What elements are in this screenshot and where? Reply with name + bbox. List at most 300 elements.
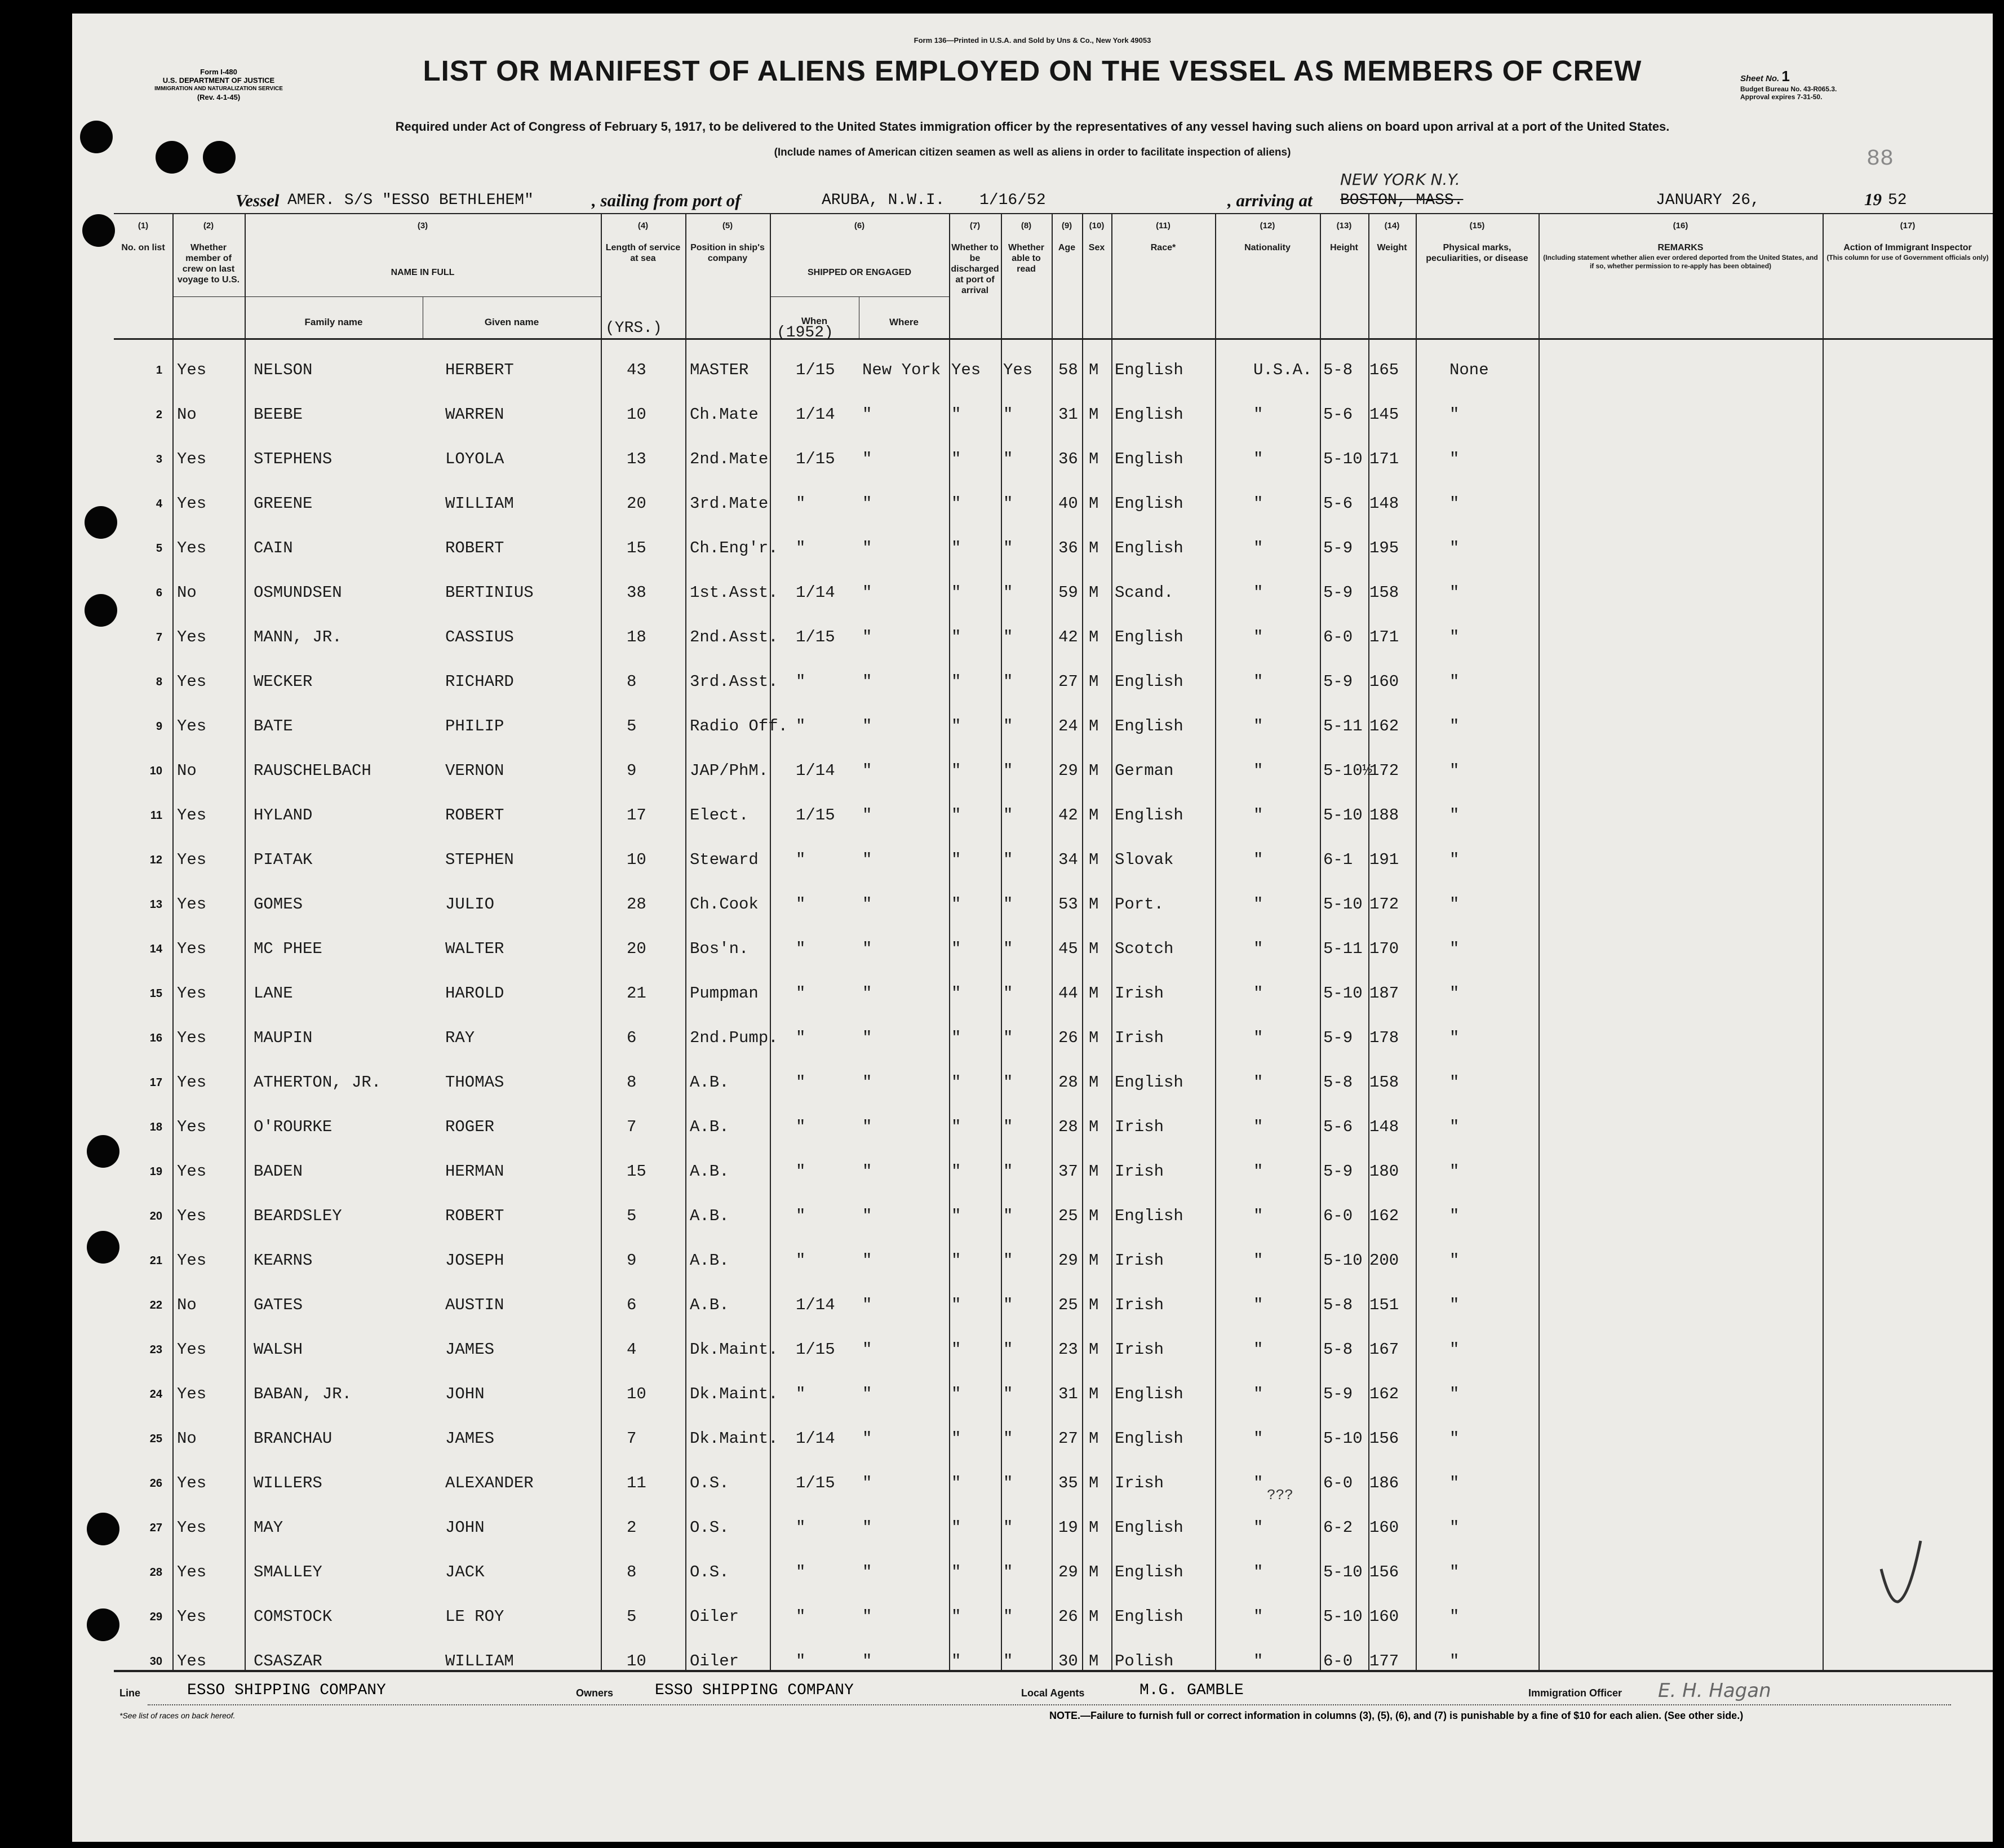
cell-pos: A.B. (690, 1162, 729, 1181)
cell-sex: M (1089, 984, 1099, 1003)
cell-prev: Yes (177, 1029, 207, 1047)
cell-ht: 5-9 (1323, 539, 1353, 557)
cell-ht: 6-0 (1323, 628, 1353, 646)
column-header-c7: Whether to be discharged at port of arrival (951, 243, 999, 295)
cell-where: " (862, 494, 872, 513)
row-number: 18 (149, 1121, 162, 1133)
cell-read: " (1003, 1118, 1013, 1136)
cell-race: Slovak (1115, 850, 1174, 869)
cell-pos: Radio Off. (690, 717, 788, 735)
cell-race: English (1115, 1073, 1183, 1092)
cell-race: English (1115, 717, 1183, 735)
cell-svc: 7 (627, 1118, 637, 1136)
cell-sex: M (1089, 494, 1099, 513)
cell-nat: " (1253, 1029, 1263, 1047)
cell-age: 29 (1058, 1563, 1078, 1581)
cell-family: BEEBE (254, 405, 303, 424)
service-name: IMMIGRATION AND NATURALIZATION SERVICE (154, 86, 283, 92)
column-header-c5: Position in ship's company (690, 243, 765, 263)
cell-given: LOYOLA (445, 450, 504, 468)
cell-sex: M (1089, 539, 1099, 557)
cell-prev: Yes (177, 1518, 207, 1537)
cell-sex: M (1089, 1162, 1099, 1181)
cell-race: English (1115, 1207, 1183, 1225)
cell-race: Port. (1115, 895, 1164, 914)
cell-wt: 167 (1369, 1340, 1399, 1359)
owners-label: Owners (576, 1687, 614, 1699)
cell-nat: " (1253, 1518, 1263, 1537)
cell-pos: Pumpman (690, 984, 759, 1003)
cell-given: VERNON (445, 761, 504, 780)
cell-prev: Yes (177, 984, 207, 1003)
cell-given: JACK (445, 1563, 485, 1581)
cell-when: " (796, 1607, 806, 1626)
cell-family: WILLERS (254, 1474, 322, 1492)
cell-ht: 5-8 (1323, 1340, 1353, 1359)
cell-sex: M (1089, 850, 1099, 869)
cell-wt: 191 (1369, 850, 1399, 869)
cell-svc: 10 (627, 850, 646, 869)
cell-marks: " (1449, 939, 1460, 958)
cell-ht: 6-2 (1323, 1518, 1353, 1537)
cell-prev: Yes (177, 717, 207, 735)
cell-age: 37 (1058, 1162, 1078, 1181)
cell-when: 1/15 (796, 1340, 835, 1359)
cell-given: JULIO (445, 895, 495, 914)
cell-sex: M (1089, 1029, 1099, 1047)
cell-pos: JAP/PhM. (690, 761, 769, 780)
cell-disc: " (951, 405, 961, 424)
cell-race: Polish (1115, 1652, 1174, 1670)
cell-wt: 160 (1369, 1607, 1399, 1626)
cell-age: 23 (1058, 1340, 1078, 1359)
cell-given: ROBERT (445, 539, 504, 557)
cell-nat: " (1253, 1652, 1263, 1670)
cell-disc: " (951, 1162, 961, 1181)
cell-sex: M (1089, 1385, 1099, 1403)
row-number: 25 (149, 1433, 162, 1445)
cell-pos: 2nd.Pump. (690, 1029, 778, 1047)
cell-when: 1/15 (796, 628, 835, 646)
column-header-c11: Race* (1150, 243, 1176, 252)
cell-disc: " (951, 539, 961, 557)
cell-svc: 17 (627, 806, 646, 825)
cell-given: STEPHEN (445, 850, 514, 869)
cell-ht: 5-6 (1323, 494, 1353, 513)
cell-given: PHILIP (445, 717, 504, 735)
cell-family: WECKER (254, 672, 313, 691)
cell-age: 31 (1058, 405, 1078, 424)
cell-prev: No (177, 1429, 197, 1448)
row-number: 23 (149, 1344, 162, 1356)
cell-pos: 1st.Asst. (690, 583, 778, 602)
cell-read: " (1003, 1340, 1013, 1359)
cell-age: 29 (1058, 1251, 1078, 1270)
column-divider (1111, 213, 1112, 1672)
cell-marks: " (1449, 1073, 1460, 1092)
column-number-c11: (11) (1156, 221, 1171, 231)
cell-sex: M (1089, 1296, 1099, 1314)
cell-race: English (1115, 1518, 1183, 1537)
cell-pos: Dk.Maint. (690, 1340, 778, 1359)
cell-sex: M (1089, 1518, 1099, 1537)
cell-svc: 9 (627, 761, 637, 780)
cell-wt: 156 (1369, 1429, 1399, 1448)
row-number: 3 (156, 453, 162, 466)
cell-svc: 7 (627, 1429, 637, 1448)
cell-age: 42 (1058, 806, 1078, 825)
cell-ht: 5-9 (1323, 583, 1353, 602)
cell-marks: " (1449, 1118, 1460, 1136)
cell-wt: 162 (1369, 1385, 1399, 1403)
cell-ht: 5-9 (1323, 672, 1353, 691)
cell-given: WILLIAM (445, 494, 514, 513)
arrival-date: JANUARY 26, (1656, 192, 1760, 209)
cell-where: " (862, 806, 872, 825)
cell-marks: " (1449, 628, 1460, 646)
cell-given: ROGER (445, 1118, 495, 1136)
cell-age: 29 (1058, 761, 1078, 780)
cell-when: " (796, 717, 806, 735)
column-number-c8: (8) (1021, 221, 1032, 231)
cell-nat: " (1253, 672, 1263, 691)
cell-when: " (796, 939, 806, 958)
cell-race: English (1115, 806, 1183, 825)
cell-disc: " (951, 1385, 961, 1403)
cell-wt: 186 (1369, 1474, 1399, 1492)
cell-family: SMALLEY (254, 1563, 322, 1581)
column-header-c12: Nationality (1244, 243, 1291, 252)
cell-marks: " (1449, 450, 1460, 468)
budget-number: Budget Bureau No. 43-R065.3. (1740, 85, 1837, 93)
cell-read: " (1003, 939, 1013, 958)
cell-disc: " (951, 1207, 961, 1225)
cell-svc: 8 (627, 672, 637, 691)
cell-family: BABAN, JR. (254, 1385, 352, 1403)
cell-race: Irish (1115, 1029, 1164, 1047)
column-header-c17: Action of Immigrant Inspector (1843, 243, 1972, 252)
cell-svc: 21 (627, 984, 646, 1003)
cell-marks: " (1449, 1429, 1460, 1448)
cell-marks: " (1449, 1162, 1460, 1181)
cell-prev: Yes (177, 539, 207, 557)
cell-ht: 6-0 (1323, 1652, 1353, 1670)
cell-prev: Yes (177, 1340, 207, 1359)
punch-hole (82, 214, 115, 247)
cell-read: " (1003, 717, 1013, 735)
cell-prev: Yes (177, 672, 207, 691)
cell-ht: 6-0 (1323, 1207, 1353, 1225)
cell-age: 26 (1058, 1029, 1078, 1047)
year: 52 (1888, 192, 1907, 209)
cell-when: 1/15 (796, 450, 835, 468)
cell-when: 1/15 (796, 361, 835, 379)
cell-where: " (862, 1251, 872, 1270)
column-divider (1416, 213, 1417, 1672)
cell-pos: MASTER (690, 361, 749, 379)
cell-disc: " (951, 450, 961, 468)
cell-age: 40 (1058, 494, 1078, 513)
cell-pos: Ch.Cook (690, 895, 759, 914)
cell-disc: " (951, 1563, 961, 1581)
cell-age: 35 (1058, 1474, 1078, 1492)
cell-read: " (1003, 984, 1013, 1003)
form-revision: (Rev. 4-1-45) (197, 93, 241, 101)
cell-svc: 13 (627, 450, 646, 468)
cell-sex: M (1089, 405, 1099, 424)
line-value: ESSO SHIPPING COMPANY (187, 1682, 386, 1699)
cell-sex: M (1089, 1429, 1099, 1448)
arriving-struck: BOSTON, MASS. (1340, 192, 1464, 209)
cell-disc: Yes (951, 361, 981, 379)
cell-given: JOHN (445, 1518, 485, 1537)
cell-read: Yes (1003, 361, 1033, 379)
cell-ht: 5-10 (1323, 895, 1363, 914)
column-header-where: Where (889, 317, 919, 327)
row-number: 28 (149, 1566, 162, 1579)
cell-given: THOMAS (445, 1073, 504, 1092)
cell-given: RAY (445, 1029, 475, 1047)
cell-age: 53 (1058, 895, 1078, 914)
cell-nat: " (1253, 761, 1263, 780)
column-subheader-c17: (This column for use of Government officials only) (1826, 254, 1989, 262)
cell-ht: 5-10 (1323, 1429, 1363, 1448)
cell-marks: " (1449, 539, 1460, 557)
check-mark-icon (1876, 1535, 1926, 1614)
cell-ht: 6-0 (1323, 1474, 1353, 1492)
cell-when: " (796, 1029, 806, 1047)
manifest-sheet (72, 14, 1993, 1842)
row-number: 15 (149, 987, 162, 1000)
cell-given: HAROLD (445, 984, 504, 1003)
column-header-c4: Length of service at sea (605, 243, 681, 263)
cell-pos: O.S. (690, 1518, 729, 1537)
punch-hole (85, 506, 117, 539)
cell-family: CAIN (254, 539, 293, 557)
cell-read: " (1003, 1251, 1013, 1270)
cell-nat: " (1253, 450, 1263, 468)
cell-when: " (796, 1251, 806, 1270)
cell-where: " (862, 1607, 872, 1626)
cell-where: " (862, 405, 872, 424)
cell-family: MC PHEE (254, 939, 322, 958)
subtitle: Required under Act of Congress of February 5, 1917, to be delivered to the United States immigration officer by the representatives of any vessel having such aliens on board upon arrival at a port of the United States. (395, 119, 1670, 134)
cell-race: English (1115, 672, 1183, 691)
cell-prev: No (177, 761, 197, 780)
cell-when: " (796, 895, 806, 914)
cell-wt: 172 (1369, 761, 1399, 780)
cell-when: " (796, 672, 806, 691)
cell-where: " (862, 1518, 872, 1537)
cell-given: BERTINIUS (445, 583, 534, 602)
cell-sex: M (1089, 583, 1099, 602)
cell-age: 26 (1058, 1607, 1078, 1626)
cell-where: " (862, 1340, 872, 1359)
cell-pos: O.S. (690, 1474, 729, 1492)
sheet-block (1740, 68, 1909, 101)
column-number-c5: (5) (722, 221, 733, 231)
cell-ht: 5-9 (1323, 1385, 1353, 1403)
cell-prev: Yes (177, 850, 207, 869)
cell-disc: " (951, 1340, 961, 1359)
cell-pos: Ch.Mate (690, 405, 759, 424)
cell-age: 45 (1058, 939, 1078, 958)
cell-pos: A.B. (690, 1296, 729, 1314)
row-number: 9 (156, 720, 162, 733)
column-header-c8: Whether able to read (1008, 243, 1044, 274)
cell-ht: 5-8 (1323, 361, 1353, 379)
cell-marks: " (1449, 405, 1460, 424)
cell-disc: " (951, 1029, 961, 1047)
column-header-c9: Age (1058, 243, 1076, 252)
cell-pos: 2nd.Mate (690, 450, 769, 468)
cell-nat: " (1253, 1474, 1263, 1492)
cell-given: WILLIAM (445, 1652, 514, 1670)
cell-svc: 5 (627, 1207, 637, 1225)
cell-disc: " (951, 1429, 961, 1448)
cell-prev: No (177, 1296, 197, 1314)
cell-race: Irish (1115, 1162, 1164, 1181)
column-header-c13: Height (1330, 243, 1358, 252)
cell-age: 25 (1058, 1296, 1078, 1314)
cell-marks: " (1449, 717, 1460, 735)
cell-read: " (1003, 806, 1013, 825)
cell-age: 27 (1058, 1429, 1078, 1448)
cell-prev: Yes (177, 1385, 207, 1403)
column-number-c13: (13) (1336, 221, 1352, 231)
officer-signature: E. H. Hagan (1658, 1679, 1771, 1702)
cell-ht: 5-6 (1323, 405, 1353, 424)
cell-svc: 10 (627, 1385, 646, 1403)
cell-read: " (1003, 450, 1013, 468)
cell-wt: 156 (1369, 1563, 1399, 1581)
cell-age: 59 (1058, 583, 1078, 602)
cell-given: WARREN (445, 405, 504, 424)
cell-ht: 5-11 (1323, 939, 1363, 958)
column-divider (685, 213, 686, 1672)
cell-sex: M (1089, 672, 1099, 691)
column-header-family-name: Family name (304, 317, 363, 327)
cell-nat: " (1253, 1296, 1263, 1314)
row-number: 20 (149, 1210, 162, 1222)
cell-given: LE ROY (445, 1607, 504, 1626)
cell-age: 28 (1058, 1118, 1078, 1136)
cell-ht: 5-9 (1323, 1029, 1353, 1047)
cell-sex: M (1089, 761, 1099, 780)
cell-wt: 170 (1369, 939, 1399, 958)
column-header-c1: No. on list (121, 243, 165, 252)
cell-pos: Oiler (690, 1652, 739, 1670)
officer-label: Immigration Officer (1528, 1687, 1622, 1699)
cell-wt: 178 (1369, 1029, 1399, 1047)
row-number: 19 (149, 1165, 162, 1178)
cell-marks: " (1449, 761, 1460, 780)
cell-race: English (1115, 1429, 1183, 1448)
cell-where: " (862, 1118, 872, 1136)
cell-sex: M (1089, 1607, 1099, 1626)
cell-where: " (862, 672, 872, 691)
cell-where: " (862, 1652, 872, 1670)
cell-svc: 10 (627, 405, 646, 424)
cell-nat: " (1253, 1340, 1263, 1359)
cell-race: English (1115, 539, 1183, 557)
cell-when: 1/14 (796, 405, 835, 424)
cell-disc: " (951, 672, 961, 691)
agents-label: Local Agents (1021, 1687, 1085, 1699)
column-number-c12: (12) (1260, 221, 1275, 231)
cell-family: WALSH (254, 1340, 303, 1359)
cell-where: " (862, 1073, 872, 1092)
cell-ht: 5-6 (1323, 1118, 1353, 1136)
cell-prev: Yes (177, 1563, 207, 1581)
cell-disc: " (951, 717, 961, 735)
cell-family: STEPHENS (254, 450, 332, 468)
cell-when: " (796, 1563, 806, 1581)
column-header-c15: Physical marks, peculiarities, or disease (1426, 243, 1528, 263)
cell-when: 1/14 (796, 1296, 835, 1314)
row-number: 26 (149, 1477, 162, 1490)
cell-ht: 5-10½ (1323, 761, 1373, 780)
cell-race: English (1115, 1385, 1183, 1403)
cell-svc: 11 (627, 1474, 646, 1492)
cell-nat: U.S.A. (1253, 361, 1313, 379)
cell-where: " (862, 761, 872, 780)
cell-nat: " (1253, 984, 1263, 1003)
cell-wt: 148 (1369, 494, 1399, 513)
column-number-c17: (17) (1900, 221, 1916, 231)
cell-where: New York (862, 361, 941, 379)
cell-wt: 200 (1369, 1251, 1399, 1270)
cell-nat: " (1253, 1251, 1263, 1270)
cell-marks: " (1449, 1607, 1460, 1626)
cell-age: 36 (1058, 450, 1078, 468)
cell-wt: 148 (1369, 1118, 1399, 1136)
row-number: 13 (149, 898, 162, 911)
cell-age: 28 (1058, 1073, 1078, 1092)
cell-ht: 5-10 (1323, 450, 1363, 468)
cell-read: " (1003, 1518, 1013, 1537)
printer-line: Form 136—Printed in U.S.A. and Sold by Uns & Co., New York 49053 (914, 36, 1151, 45)
cell-family: MAUPIN (254, 1029, 313, 1047)
cell-pos: Dk.Maint. (690, 1429, 778, 1448)
cell-marks: " (1449, 494, 1460, 513)
cell-wt: 188 (1369, 806, 1399, 825)
column-header-when: When (801, 316, 828, 326)
row-number: 30 (149, 1655, 162, 1668)
column-divider (949, 213, 950, 1672)
cell-age: 30 (1058, 1652, 1078, 1670)
cell-prev: Yes (177, 361, 207, 379)
cell-svc: 5 (627, 717, 637, 735)
cell-where: " (862, 583, 872, 602)
cell-family: GATES (254, 1296, 303, 1314)
cell-svc: 4 (627, 1340, 637, 1359)
cell-prev: Yes (177, 895, 207, 914)
cell-given: ROBERT (445, 1207, 504, 1225)
cell-when: " (796, 984, 806, 1003)
cell-svc: 2 (627, 1518, 637, 1537)
cell-age: 44 (1058, 984, 1078, 1003)
column-divider (1215, 213, 1216, 1672)
column-divider (245, 213, 246, 1672)
row-number: 29 (149, 1611, 162, 1623)
crew-table (114, 213, 1993, 1673)
column-divider (1052, 213, 1053, 1672)
column-divider (1539, 213, 1540, 1672)
cell-nat: " (1253, 1563, 1263, 1581)
cell-wt: 160 (1369, 1518, 1399, 1537)
row-number: 5 (156, 542, 162, 555)
